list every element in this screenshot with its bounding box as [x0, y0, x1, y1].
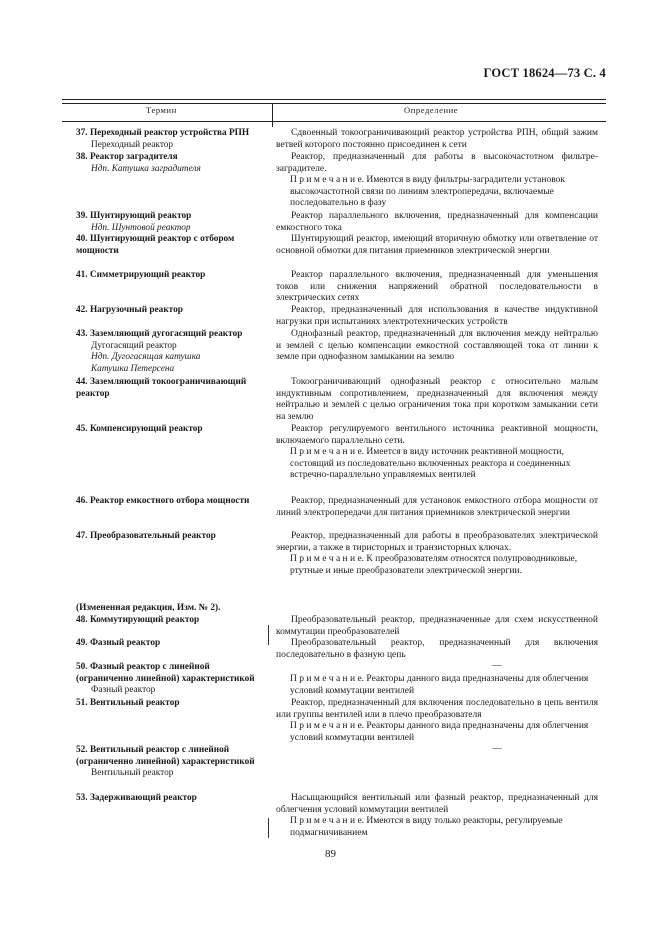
- definition-51: Реактор, предназначенный для включения последовательно в цепь вентиля или группы вентилей или в плечо преобразователя П р и м е ч а н и е. Реакторы данного вида предназначены для облегчения условий коммутации вентилей —: [276, 698, 598, 754]
- definition-53: Насыщающийся вентильный или фазный реактор, предназначенный для облегчения условий коммутации вентилей П р и м е ч а н и е. Имеются в виду только реакторы, регулируемые подмагничиванием: [276, 793, 598, 838]
- definition-37: Сдвоенный токоограничивающий реактор устройства РПН, общий зажим ветвей которого постоянно присоединен к сети: [276, 128, 598, 150]
- margin-mark: [268, 625, 269, 645]
- term-37: 37. Переходный реактор устройства РПН Переходный реактор: [76, 128, 250, 150]
- column-divider: [272, 103, 273, 127]
- margin-mark: [268, 818, 269, 838]
- definition-44: Токоограничивающий однофазный реактор с относительно малым индуктивным сопротивлением, предназначенный для включения между нейтралью и землей с целью ограничения тока при коротком замыкании сети на землю: [276, 377, 598, 422]
- note-47: П р и м е ч а н и е. К преобразователям относятся полупроводниковые, ртутные и иные преобразователи электрической энергии.: [290, 554, 578, 576]
- note-53: П р и м е ч а н и е. Имеются в виду только реакторы, регулируемые подмагничиванием: [290, 816, 563, 838]
- term-46: 46. Реактор емкостного отбора мощности: [76, 496, 250, 506]
- dash-49: —: [492, 661, 502, 671]
- term-53: 53. Задерживающий реактор: [76, 793, 197, 803]
- term-44: 44. Заземляющий токоограничивающий реактор: [76, 377, 247, 399]
- term-41: 41. Симметрирующий реактор: [76, 270, 206, 280]
- term-50: 50. Фазный реактор с линейной (ограниченно линейной) характеристикой Фазный реактор: [76, 662, 255, 695]
- term-42: 42. Нагрузочный реактор: [76, 305, 183, 315]
- term-45: 45. Компенсирующий реактор: [76, 424, 203, 434]
- term-49: 49. Фазный реактор: [76, 638, 161, 648]
- definition-47: Реактор, предназначенный для работы в преобразователях электрической энергии, а также в тиристорных и транзисторных ключах. П р и м е ч а н и е. К преобразователям относятся полупроводниковые, ртутные и иные преобразователи электрической энергии.: [276, 531, 598, 576]
- note-51: П р и м е ч а н и е. Реакторы данного вида предназначены для облегчения условий коммутации вентилей: [290, 721, 589, 743]
- note-45: П р и м е ч а н и е. Имеется в виду источник реактивной мощности, состоящий из последовательно включенных реактора и соединенных встречно-параллельно управляемых вентилей: [290, 447, 571, 480]
- document-header: ГОСТ 18624—73 С. 4: [483, 66, 606, 80]
- term-47: 47. Преобразовательный реактор: [76, 531, 216, 541]
- term-43: 43. Заземляющий дугогасящий реактор Дугогасящий реактор Ндп. Дугогасящая катушка Катушка Петерсена: [76, 329, 243, 374]
- definition-41: Реактор параллельного включения, предназначенный для уменьшения токов или снижения напряжений обратной последовательности в электрических сетях: [276, 270, 598, 303]
- term-51: 51. Вентильный реактор: [76, 698, 180, 708]
- definition-45: Реактор регулируемого вентильного источника реактивной мощности, включаемого параллельно сети. П р и м е ч а н и е. Имеется в виду источник реактивной мощности, состоящий из последовательно включенных реактора и соединенных встречно-параллельно управляемых вентилей: [276, 424, 598, 480]
- column-header-definition: Определение: [404, 105, 459, 115]
- table-top-rule: [62, 99, 606, 100]
- definition-39: Реактор параллельного включения, предназначенный для компенсации емкостного тока: [276, 211, 598, 233]
- definition-43: Однофазный реактор, предназначенный для включения между нейтралью и землей с целью компенсации емкостной составляющей тока от линии к земле при однофазном замыкании на землю: [276, 329, 598, 362]
- definition-48: Преобразовательный реактор, предназначенные для схем искусственной коммутации преобразователей: [276, 615, 598, 637]
- definition-46: Реактор, предназначенный для установок емкостного отбора мощности от линий электропередачи для питания приемников электрической энергии: [276, 496, 598, 518]
- dash-51: —: [492, 744, 502, 754]
- definition-40: Шунтирующий реактор, имеющий вторичную обмотку или ответвление от основной обмотки для питания приемников электрической энергии: [276, 234, 598, 256]
- term-48: 48. Коммутирующий реактор: [76, 615, 200, 625]
- note-50: П р и м е ч а н и е. Реакторы данного вида предназначены для облегчения условий коммутации вентилей: [290, 674, 589, 696]
- note-38: П р и м е ч а н и е. Имеются в виду фильтры-заградители установок высокочастотной связи по линиям электропередачи, включаемые последовательно в фазу: [290, 175, 566, 208]
- edition-note: (Измененная редакция, Изм. № 2).: [76, 603, 221, 613]
- term-52: 52. Вентильный реактор с линейной (ограниченно линейной) характеристикой Вентильный реактор: [76, 745, 255, 778]
- definition-49: Преобразовательный реактор, предназначенный для включения последовательно в фазную цепь —: [276, 638, 598, 671]
- definition-50: [276, 674, 598, 697]
- definition-38: Реактор, предназначенный для работы в высокочастотном фильтре-заградителе. П р и м е ч а н и е. Имеются в виду фильтры-заградители установок высокочастотной связи по линиям электропередачи, включаемые последовательно в фазу: [276, 152, 598, 208]
- term-39: 39. Шунтирующий реактор Ндп. Шунтовой реактор: [76, 211, 192, 233]
- term-38: 38. Реактор заградителя Ндп. Катушка заградителя: [76, 152, 201, 174]
- term-40: 40. Шунтирующий реактор с отбором мощности: [76, 234, 235, 256]
- table-top-rule-2: [62, 103, 606, 104]
- page-number: 89: [325, 848, 336, 860]
- column-header-term: Термин: [146, 105, 177, 115]
- table-header-rule: [62, 121, 606, 122]
- definition-42: Реактор, предназначенный для использования в качестве индуктивной нагрузки при испытаниях электротехнических устройств: [276, 305, 598, 327]
